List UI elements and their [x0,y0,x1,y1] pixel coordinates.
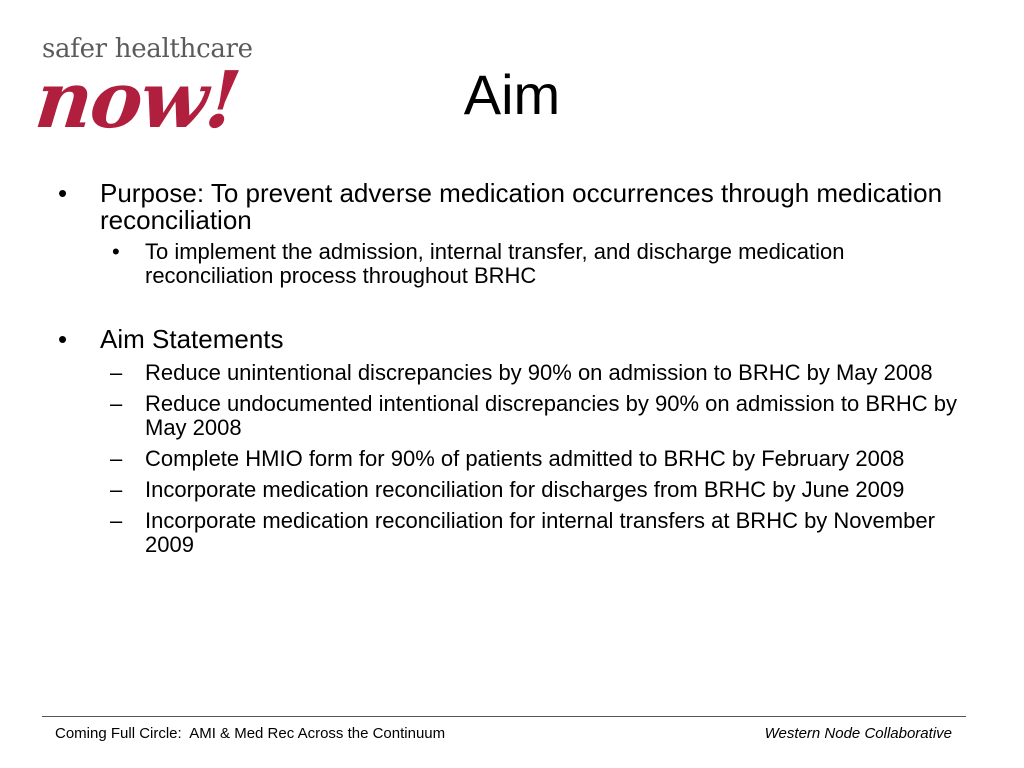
purpose-sub-text: To implement the admission, internal transfer, and discharge medication reconciliation process throughout BRHC [145,239,845,288]
bullet-icon: • [58,324,68,354]
dash-icon: – [110,508,123,533]
aim-statements-bullet [58,326,978,353]
aim-statement-item [58,361,978,385]
footer-organization: Western Node Collaborative [764,725,952,742]
dash-icon: – [110,360,123,385]
logo-tagline: safer healthcare [42,34,253,64]
aim-statement-item [58,478,978,502]
purpose-sub-bullet [58,240,978,288]
aim-statement-text: Complete HMIO form for 90% of patients admitted to BRHC by February 2008 [145,446,905,471]
bullet-icon: • [58,178,68,208]
dash-icon: – [110,391,123,416]
bullet-icon: • [112,239,120,264]
aim-statement-item [58,509,978,557]
aim-statement-text: Reduce undocumented intentional discrepancies by 90% on admission to BRHC by May 2008 [145,391,958,440]
footer-divider [42,716,966,717]
aim-statement-item [58,447,978,471]
dash-icon: – [110,446,123,471]
dash-icon: – [110,477,123,502]
aim-statements-heading: Aim Statements [100,324,284,354]
aim-statement-text: Reduce unintentional discrepancies by 90% on admission to BRHC by May 2008 [145,360,933,385]
slide-title: Aim [463,63,561,126]
footer-presentation-title: Coming Full Circle: AMI & Med Rec Across the Continuum [55,725,446,742]
aim-statement-text: Incorporate medication reconciliation for discharges from BRHC by June 2009 [145,477,905,502]
logo-wordmark: now! [31,55,243,146]
purpose-bullet [58,180,978,234]
purpose-text: Purpose: To prevent adverse medication occurrences through medication reconciliation [100,178,943,235]
slide-body [58,180,978,557]
aim-statement-item [58,392,978,440]
aim-statement-text: Incorporate medication reconciliation for internal transfers at BRHC by November 2009 [145,508,935,557]
